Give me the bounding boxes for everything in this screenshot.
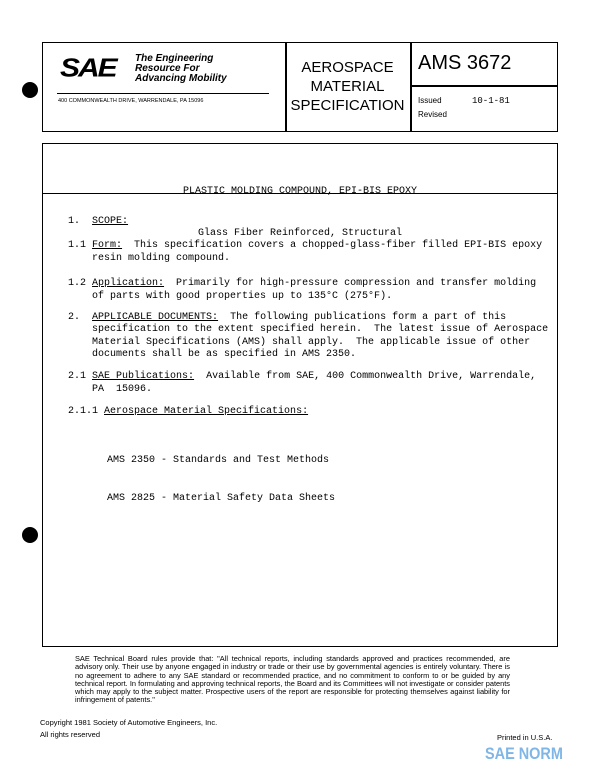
- title-line: Glass Fiber Reinforced, Structural: [197, 228, 403, 239]
- title-line: PLASTIC MOLDING COMPOUND, EPI-BIS EPOXY: [182, 186, 418, 197]
- reference-item: AMS 2350 - Standards and Test Methods: [107, 455, 330, 466]
- section-number: 2.1.1: [68, 406, 99, 417]
- section-1: [68, 216, 128, 227]
- address: 400 COMMONWEALTH DRIVE, WARRENDALE, PA 15096: [58, 98, 204, 104]
- section-text: resin molding compound.: [92, 252, 231, 264]
- punch-hole: [22, 527, 38, 543]
- spec-type: [287, 58, 408, 115]
- section-heading: Application:: [92, 278, 165, 289]
- doc-number: AMS 3672: [418, 52, 512, 74]
- section-1-1: [68, 240, 542, 265]
- section-text: The following publications form a part of this: [218, 312, 507, 323]
- issued-date: 10-1-81: [472, 96, 510, 106]
- section-2: [68, 312, 548, 361]
- copyright: Copyright 1981 Society of Automotive Engineers, Inc.: [40, 718, 218, 727]
- section-text: Available from SAE, 400 Commonwealth Drive, Warrendale,: [194, 371, 537, 382]
- tagline-line: Advancing Mobility: [135, 73, 227, 84]
- section-1-2: [68, 278, 536, 303]
- spec-type-line: SPECIFICATION: [290, 97, 405, 114]
- punch-hole: [22, 82, 38, 98]
- spec-type-line: AEROSPACE: [301, 59, 394, 76]
- printed-in: Printed in U.S.A.: [497, 733, 553, 742]
- section-text: PA 15096.: [92, 383, 153, 395]
- section-text: This specification covers a chopped-glass-fiber filled EPI-BIS epoxy: [122, 240, 543, 251]
- section-number: 1.2: [68, 278, 87, 289]
- tagline-line: Resource For: [135, 63, 200, 74]
- section-text: Material Specifications (AMS) shall apply. The applicable issue of other: [92, 336, 531, 348]
- section-number: 2.: [68, 312, 81, 323]
- section-text: of parts with good properties up to 135°C (275°F).: [92, 290, 393, 302]
- spec-type-line: MATERIAL: [310, 78, 385, 95]
- section-heading: SCOPE:: [92, 216, 129, 227]
- section-number: 1.1: [68, 240, 87, 251]
- section-number: 2.1: [68, 371, 87, 382]
- section-2-1: [68, 371, 536, 396]
- sae-logo: SAE: [60, 54, 116, 83]
- section-text: documents shall be as specified in AMS 2350.: [92, 348, 357, 360]
- reference-item: AMS 2825 - Material Safety Data Sheets: [107, 492, 336, 504]
- revised-label: Revised: [418, 110, 447, 119]
- section-number: 1.: [68, 216, 81, 227]
- tagline: [135, 54, 227, 84]
- section-heading: Form:: [92, 240, 123, 251]
- disclaimer: SAE Technical Board rules provide that: "All technical reports, including standards approved and practices recommended, are advisory only. Their use by anyone engaged in industry or trade or their use by governmental agencies is entirely voluntary. There is no agreement to adhere to any SAE standard or recommended practice, and no commitment to conform to or be guided by any technical report. In formulating and approving technical reports, the Board and its Committees will not investigate or consider patents which may apply to the subject matter. Prospective users of the report are responsible for protecting themselves against liability for infringement of patents.": [75, 654, 510, 705]
- issued-label: Issued: [418, 96, 442, 105]
- rights: All rights reserved: [40, 730, 101, 739]
- section-text: specification to the extent specified herein. The latest issue of Aerospace: [92, 324, 549, 336]
- section-heading: SAE Publications:: [92, 371, 195, 382]
- section-heading: APPLICABLE DOCUMENTS:: [92, 312, 219, 323]
- section-2-1-1: [68, 406, 308, 417]
- sae-norm-watermark: SAE NORM: [485, 744, 563, 763]
- section-heading: Aerospace Material Specifications:: [104, 406, 309, 417]
- section-text: Primarily for high-pressure compression and transfer molding: [164, 278, 537, 289]
- reference-list: [107, 430, 335, 530]
- tagline-line: The Engineering: [135, 53, 214, 64]
